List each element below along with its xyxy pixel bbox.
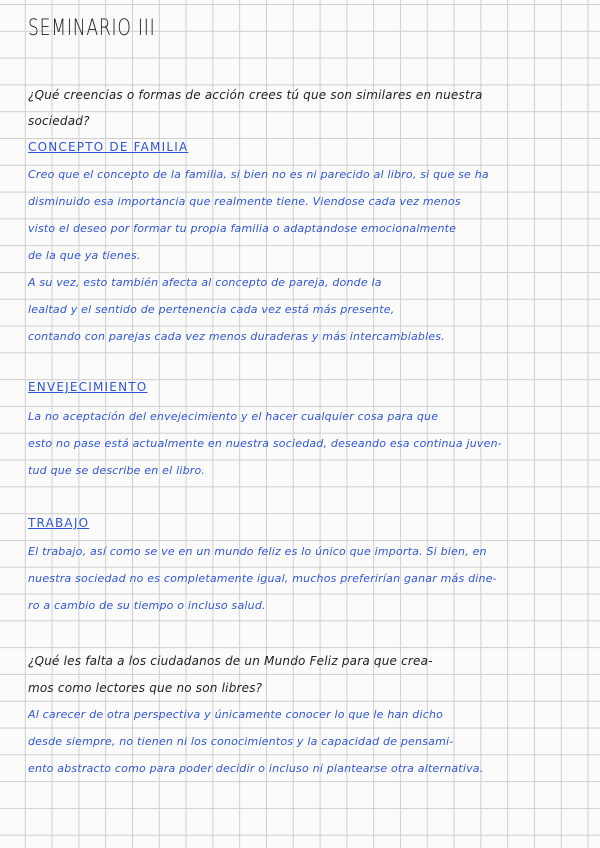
section-heading: CONCEPTO DE FAMILIA [28,140,189,154]
section-line: nuestra sociedad no es completamente igual, muchos preferirían ganar más dine- [28,572,497,585]
section-line: visto el deseo por formar tu propia familia o adaptandose emocionalmente [28,222,457,235]
section-line: La no aceptación del envejecimiento y el hacer cualquier cosa para que [28,410,439,423]
section-line: disminuido esa importancia que realmente tiene. Viendose cada vez menos [28,195,461,208]
page-title: SEMINARIO III [28,16,156,41]
section-line: contando con parejas cada vez menos duraderas y más intercambiables. [28,330,445,343]
answer-line: ento abstracto como para poder decidir o incluso ni plantearse otra alternativa. [28,762,484,775]
section-line: tud que se describe en el libro. [28,464,206,477]
question-2-line: mos como lectores que no son libres? [28,681,263,695]
section-line: ro a cambio de su tiempo o incluso salud. [28,599,266,612]
section-heading: ENVEJECIMIENTO [28,380,148,394]
section-line: lealtad y el sentido de pertenencia cada vez está más presente, [28,303,395,316]
section-line: Creo que el concepto de la familia, si bien no es ni parecido al libro, si que se ha [28,168,489,181]
section-line: de la que ya tienes. [28,249,141,262]
section-line: esto no pase está actualmente en nuestra sociedad, deseando esa continua juven- [28,437,502,450]
answer-line: Al carecer de otra perspectiva y únicamente conocer lo que le han dicho [28,708,444,721]
answer-line: desde siempre, no tienen ni los conocimientos y la capacidad de pensami- [28,735,454,748]
question-1-line: ¿Qué creencias o formas de acción crees tú que son similares en nuestra [28,88,483,102]
question-1-line: sociedad? [28,114,90,128]
question-2-line: ¿Qué les falta a los ciudadanos de un Mundo Feliz para que crea- [28,654,433,668]
section-line: A su vez, esto también afecta al concepto de pareja, donde la [28,276,382,289]
section-heading: TRABAJO [28,516,90,530]
section-line: El trabajo, así como se ve en un mundo feliz es lo único que importa. Si bien, en [28,545,487,558]
